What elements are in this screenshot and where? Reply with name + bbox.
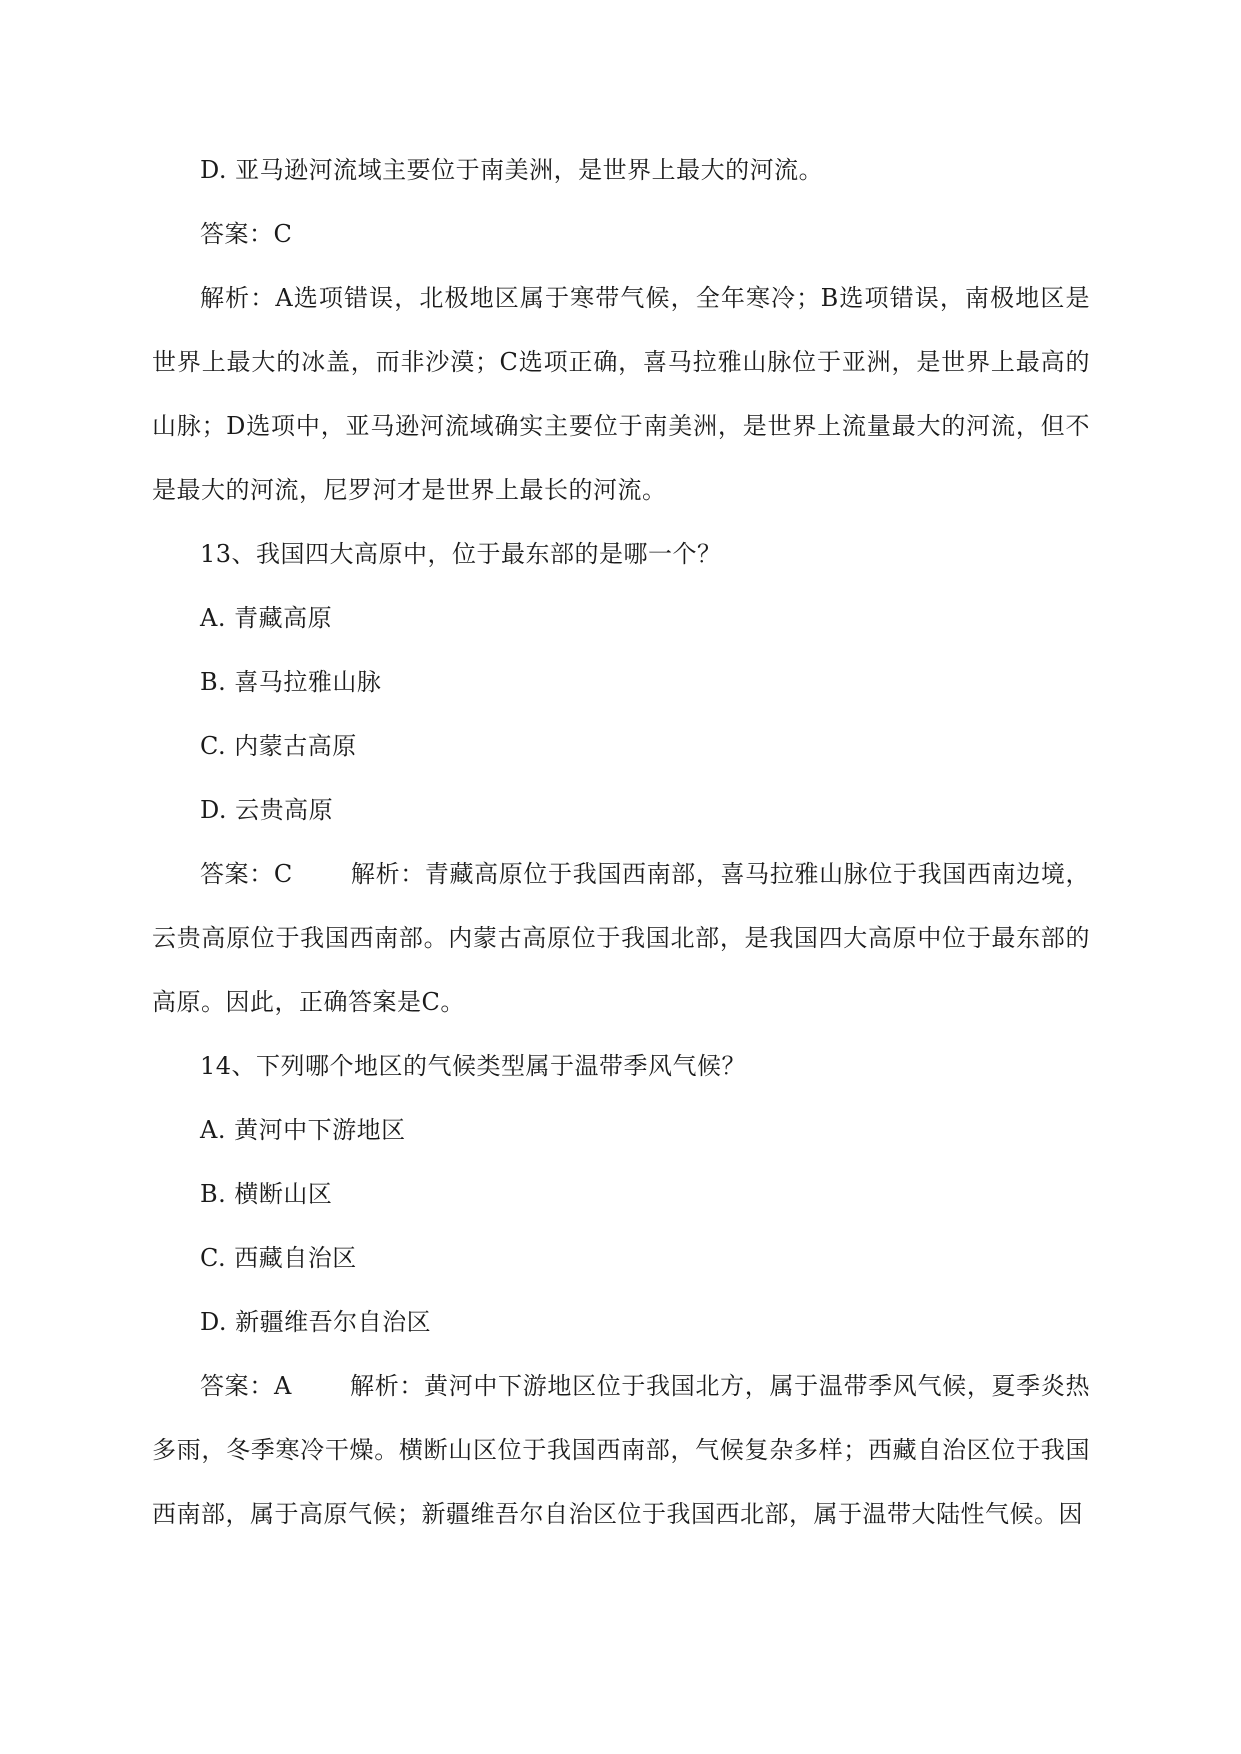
page-content <box>152 138 1090 1546</box>
q14-option-d: D. 新疆维吾尔自治区 <box>200 1308 432 1336</box>
q14-analysis: 解析：黄河中下游地区位于我国北方，属于温带季风气候，夏季炎热多雨，冬季寒冷干燥。横断山区位于我国西南部，气候复杂多样；西藏自治区位于我国西南部，属于高原气候；新疆维吾尔自治区位于我国西北部，属于温带大陆性气候。因 <box>152 1372 1090 1528</box>
q14-option-c: C. 西藏自治区 <box>200 1244 357 1272</box>
q13-answer: 答案：C <box>200 860 293 888</box>
q12-option-d: D. 亚马逊河流域主要位于南美洲，是世界上最大的河流。 <box>200 156 824 184</box>
q14-answer-analysis <box>152 1354 1090 1546</box>
q14-answer: 答案：A <box>200 1372 292 1400</box>
q14-option-a: A. 黄河中下游地区 <box>200 1116 406 1144</box>
q13-option-a: A. 青藏高原 <box>200 604 333 632</box>
q13-analysis: 解析：青藏高原位于我国西南部，喜马拉雅山脉位于我国西南边境，云贵高原位于我国西南部。内蒙古高原位于我国北部，是我国四大高原中位于最东部的高原。因此，正确答案是C。 <box>152 860 1090 1016</box>
q13-question: 13、我国四大高原中，位于最东部的是哪一个？ <box>200 540 722 568</box>
q13-option-d: D. 云贵高原 <box>200 796 334 824</box>
q12-analysis: 解析：A选项错误，北极地区属于寒带气候，全年寒冷；B选项错误，南极地区是世界上最大的冰盖，而非沙漠；C选项正确，喜马拉雅山脉位于亚洲，是世界上最高的山脉；D选项中，亚马逊河流域确实主要位于南美洲，是世界上流量最大的河流，但不是最大的河流，尼罗河才是世界上最长的河流。 <box>152 284 1090 504</box>
q14-question: 14、下列哪个地区的气候类型属于温带季风气候？ <box>200 1052 747 1080</box>
q13-option-b: B. 喜马拉雅山脉 <box>200 668 382 696</box>
q13-option-c: C. 内蒙古高原 <box>200 732 357 760</box>
q13-answer-analysis <box>152 842 1090 1034</box>
q12-answer: 答案：C <box>200 220 293 248</box>
q14-option-b: B. 横断山区 <box>200 1180 333 1208</box>
